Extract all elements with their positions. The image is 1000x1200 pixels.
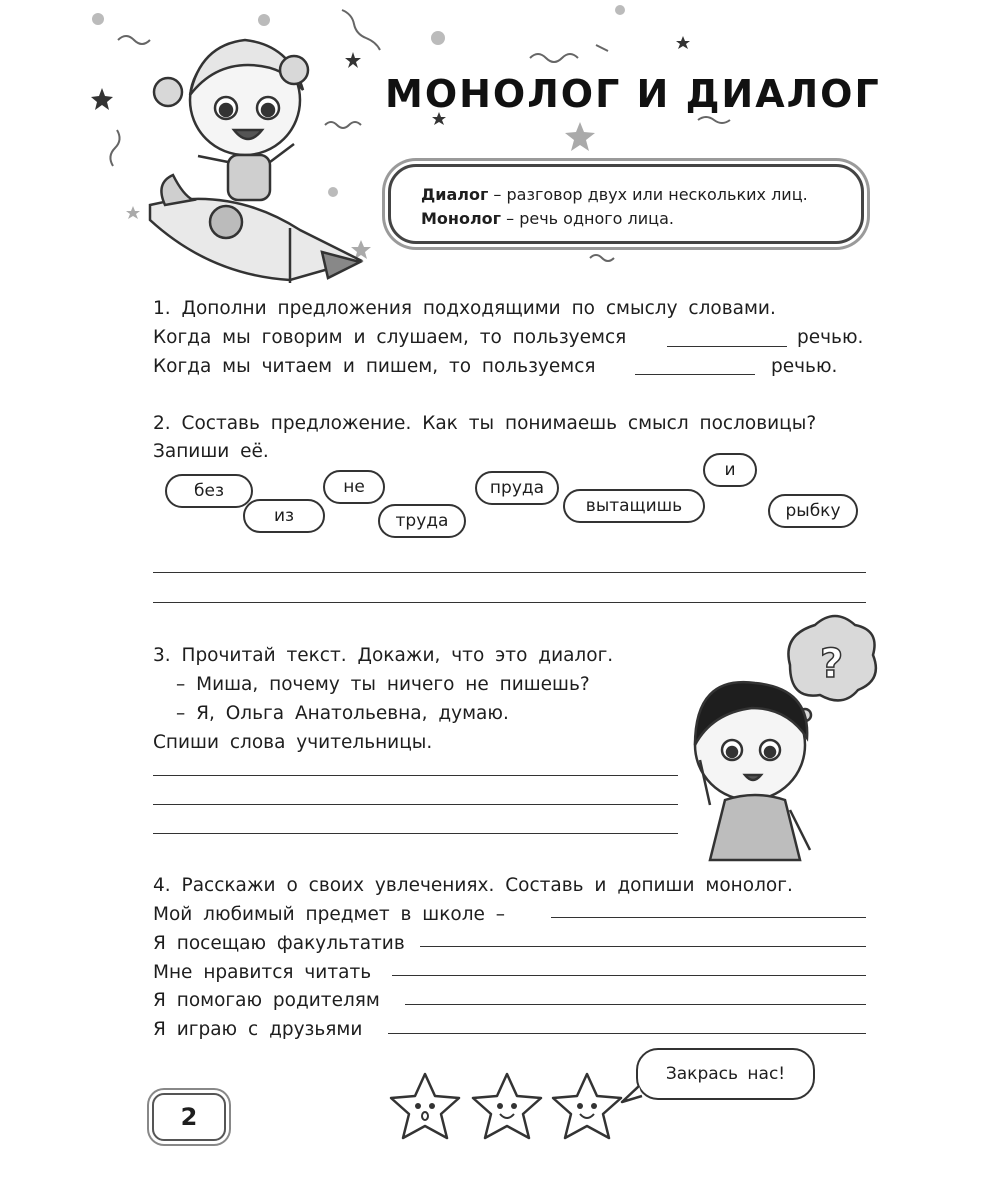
task1-blank1[interactable] [667,346,787,347]
answer-line[interactable] [153,602,866,603]
header-illustration [0,0,1000,300]
word-cloud[interactable]: и [703,453,757,487]
answer-line[interactable] [392,975,866,976]
speech-bubble: Закрась нас! [636,1048,815,1100]
task2-instruction: 2. Составь предложение. Как ты понимаешь смысл пословицы? [153,413,817,434]
task1-blank2[interactable] [635,374,755,375]
word-cloud[interactable]: из [243,499,325,533]
monolog-prompt: Я помогаю родителям [153,990,380,1011]
page-number: 2 [152,1093,226,1141]
monolog-term: Монолог [421,209,502,228]
word-cloud[interactable]: труда [378,504,466,538]
star-icon [391,1074,459,1138]
monolog-prompt: Я играю с друзьями [153,1019,363,1040]
task1-sentence1-end: речью. [797,327,864,348]
answer-line[interactable] [405,1004,866,1005]
task3-instruction: 3. Прочитай текст. Докажи, что это диалог. [153,645,614,666]
svg-text:?: ? [820,641,844,687]
answer-line[interactable] [153,572,866,573]
task3-instruction-2: Спиши слова учительницы. [153,732,433,753]
boy-illustration [680,605,880,865]
task1-sentence2: Когда мы читаем и пишем, то пользуемся [153,356,596,377]
monolog-prompt: Мне нравится читать [153,962,372,983]
answer-line[interactable] [551,917,866,918]
star-icon [553,1074,621,1138]
word-cloud[interactable]: вытащишь [563,489,705,523]
task2-instruction-2: Запиши её. [153,441,269,462]
monolog-text: – речь одного лица. [501,209,674,228]
task3-dialog-line1: – Миша, почему ты ничего не пишешь? [176,674,590,695]
task4-instruction: 4. Расскажи о своих увлечениях. Составь и допиши монолог. [153,875,793,896]
dialog-definition [421,183,808,207]
star-icon [473,1074,541,1138]
answer-line[interactable] [153,804,678,805]
answer-line[interactable] [153,833,678,834]
word-cloud[interactable]: не [323,470,385,504]
dialog-text: – разговор двух или нескольких лиц. [488,185,808,204]
word-cloud[interactable]: без [165,474,253,508]
task1-instruction: 1. Дополни предложения подходящими по смыслу словами. [153,298,776,319]
definition-box [388,164,864,244]
task1-sentence1: Когда мы говорим и слушаем, то пользуемся [153,327,627,348]
coloring-stars [385,1068,635,1148]
page-title: МОНОЛОГ И ДИАЛОГ [385,72,881,116]
word-cloud[interactable]: рыбку [768,494,858,528]
word-cloud[interactable]: пруда [475,471,559,505]
answer-line[interactable] [388,1033,866,1034]
task3-dialog-line2: – Я, Ольга Анатольевна, думаю. [176,703,509,724]
task1-sentence2-end: речью. [771,356,838,377]
dialog-term: Диалог [421,185,489,204]
answer-line[interactable] [153,775,678,776]
monolog-prompt: Я посещаю факультатив [153,933,405,954]
monolog-definition [421,207,808,231]
answer-line[interactable] [420,946,866,947]
speech-bubble-tail [618,1082,648,1106]
monolog-prompt: Мой любимый предмет в школе – [153,904,506,925]
